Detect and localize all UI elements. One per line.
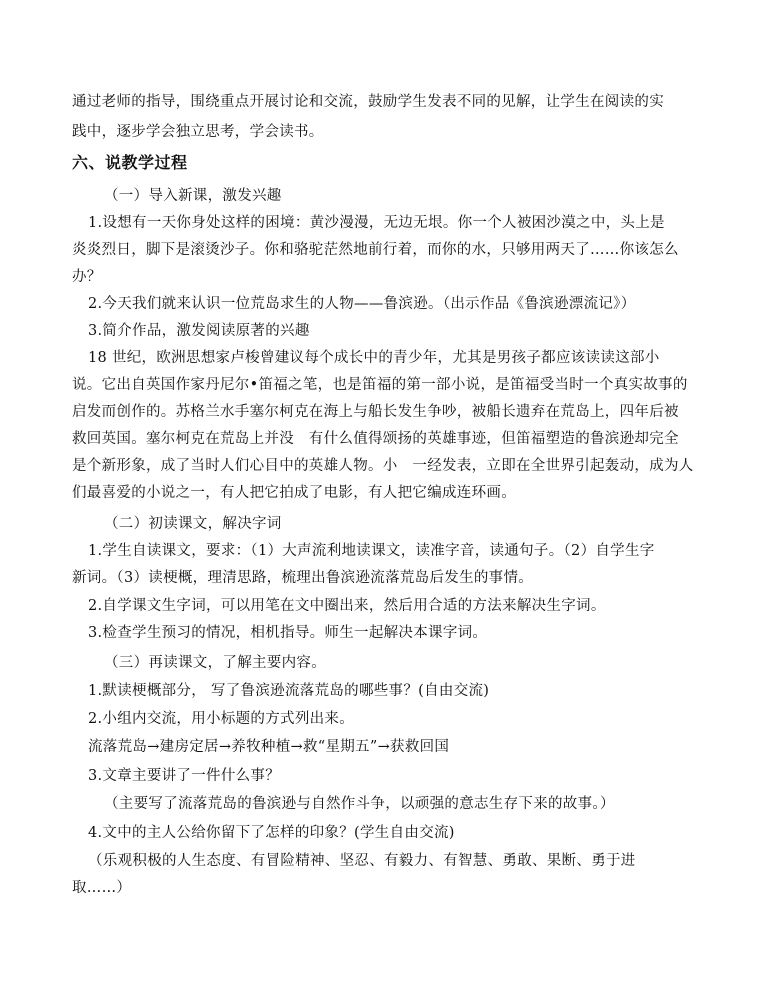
text-line: 办？: [72, 269, 102, 285]
text-line: 2.小组内交流，用小标题的方式列出来。: [88, 711, 355, 727]
text-line: 们最喜爱的小说之一，有人把它拍成了电影，有人把它编成连环画。: [72, 485, 516, 501]
text-line: 新词。（3）读梗概，理清思路，梳理出鲁滨逊流落荒岛后发生的事情。: [72, 570, 534, 586]
text-line: 1.设想有一天你身处这样的困境：黄沙漫漫，无边无垠。你一个人被困沙漠之中，头上是: [88, 215, 665, 231]
text-line: 践中，逐步学会独立思考，学会读书。: [72, 124, 324, 140]
section-heading: 六、说教学过程: [72, 153, 188, 172]
text-line: 流落荒岛→建房定居→养牧种植→救“星期五”→获救回国: [88, 739, 450, 755]
subsection-title: （一）导入新课，激发兴趣: [104, 188, 282, 204]
text-line: 2.今天我们就来认识一位荒岛求生的人物——鲁滨逊。（出示作品《鲁滨逊漂流记》）: [88, 296, 636, 312]
text-line: 说。它出自英国作家丹尼尔•笛福之笔，也是笛福的第一部小说，是笛福受当时一个真实故事的: [72, 377, 688, 393]
text-line: 1.默读梗概部分， 写了鲁滨逊流落荒岛的哪些事？(自由交流): [88, 683, 490, 699]
text-line: 3.简介作品，激发阅读原著的兴趣: [88, 323, 310, 339]
subsection-title: （三）再读课文，了解主要内容。: [104, 655, 326, 671]
text-line: 18 世纪，欧洲思想家卢梭曾建议每个成长中的青少年，尤其是男孩子都应该读读这部小: [88, 350, 660, 366]
text-line: 通过老师的指导，围绕重点开展讨论和交流，鼓励学生发表不同的见解，让学生在阅读的实: [72, 94, 664, 110]
text-line: （乐观积极的人生态度、有冒险精神、坚忍、有毅力、有智慧、勇敢、果断、勇于进: [88, 853, 636, 869]
text-line: 4.文中的主人公给你留下了怎样的印象？(学生自由交流): [88, 825, 455, 841]
text-line: 取……）: [72, 880, 132, 896]
text-line: 3.检查学生预习的情况，相机指导。师生一起解决本课字词。: [88, 625, 488, 641]
text-line: 炎炎烈日，脚下是滚烫沙子。你和骆驼茫然地前行着，而你的水，只够用两天了……你该怎么: [72, 242, 679, 258]
text-line: 2.自学课文生字词，可以用笔在文中圈出来，然后用合适的方法来解决生字词。: [88, 598, 606, 614]
text-line: 启发而创作的。苏格兰水手塞尔柯克在海上与船长发生争吵，被船长遗弃在荒岛上，四年后被: [72, 404, 679, 420]
text-line: 1.学生自读课文，要求：（1）大声流利地读课文，读准字音，读通句子。（2）自学生字: [88, 543, 655, 559]
text-line: 3.文章主要讲了一件什么事？: [88, 768, 281, 784]
text-line: 救回英国。塞尔柯克在荒岛上并没 有什么值得颂扬的英雄事迹，但笛福塑造的鲁滨逊却完全: [72, 431, 679, 447]
subsection-title: （二）初读课文，解决字词: [104, 516, 282, 532]
text-line: 是个新形象，成了当时人们心目中的英雄人物。小 一经发表，立即在全世界引起轰动，成为人: [72, 458, 694, 474]
text-line: （主要写了流落荒岛的鲁滨逊与自然作斗争，以顽强的意志生存下来的故事。）: [104, 796, 615, 812]
